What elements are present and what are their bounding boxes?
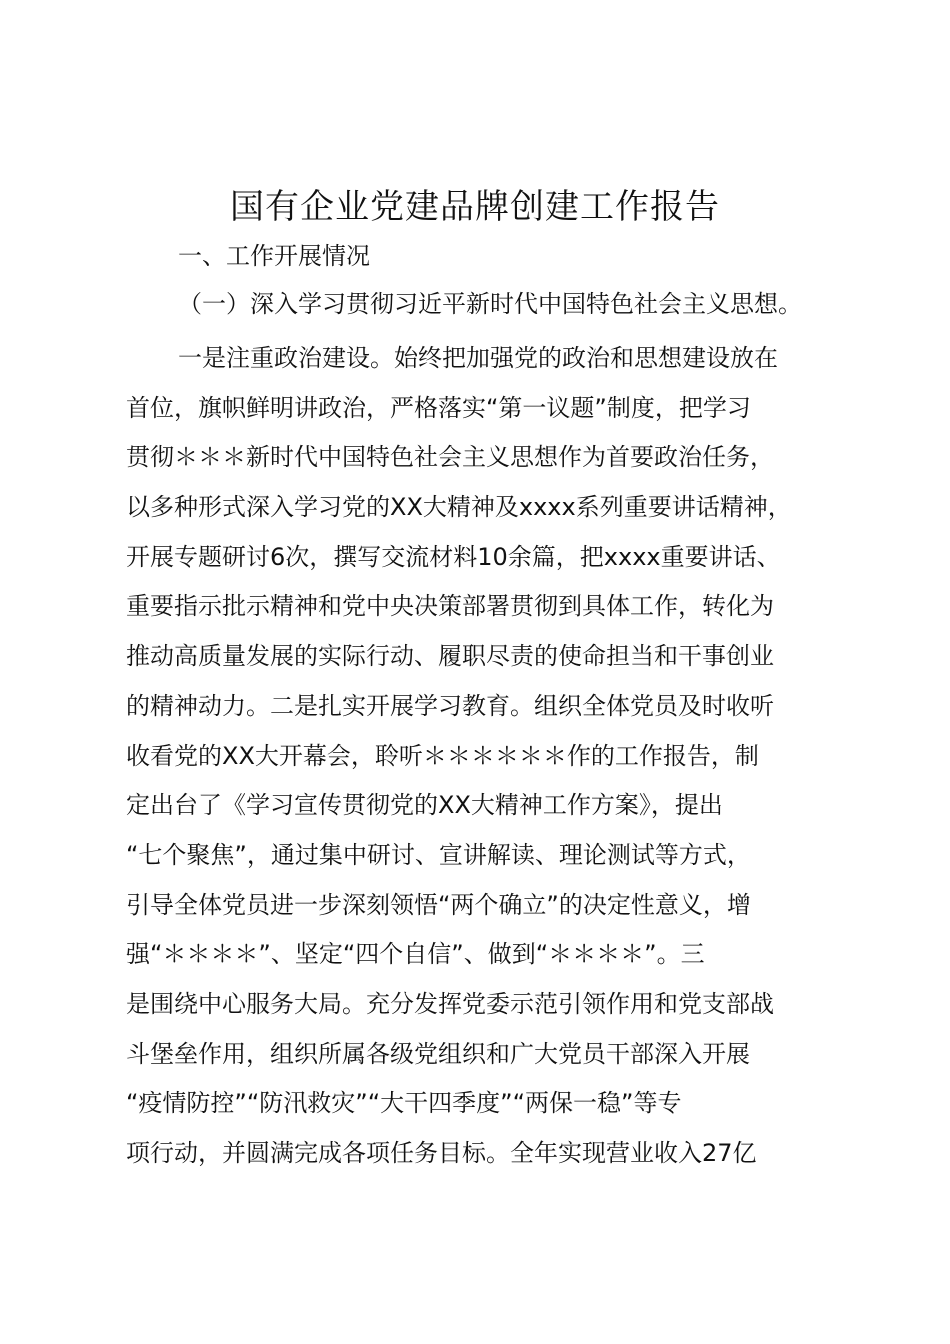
body-line: “七个聚焦”，通过集中研讨、宣讲解读、理论测试等方式， — [126, 840, 751, 869]
body-line: 以多种形式深入学习党的XX大精神及xxxx系列重要讲话精神， — [126, 493, 792, 522]
body-line: 收看党的XX大开幕会，聆听＊＊＊＊＊＊作的工作报告，制 — [126, 741, 759, 770]
body-line: 强“＊＊＊＊”、坚定“四个自信”、做到“＊＊＊＊”。三 — [126, 940, 705, 969]
document-title: 国有企业党建品牌创建工作报告 — [230, 187, 720, 227]
body-line: “疫情防控”“防汛救灾”“大干四季度”“两保一稳”等专 — [126, 1089, 682, 1118]
body-line: 推动高质量发展的实际行动、履职尽责的使命担当和干事创业 — [126, 642, 774, 671]
body-line: 项行动，并圆满完成各项任务目标。全年实现营业收入27亿 — [126, 1139, 757, 1167]
body-line: 贯彻＊＊＊新时代中国特色社会主义思想作为首要政治任务， — [126, 443, 774, 472]
body-line: 首位，旗帜鲜明讲政治，严格落实“第一议题”制度，把学习 — [126, 393, 751, 422]
section-heading: 一、工作开展情况 — [178, 242, 370, 270]
body-line: 是围绕中心服务大局。充分发挥党委示范引领作用和党支部战 — [126, 989, 774, 1018]
body-line: 开展专题研讨6次，撰写交流材料10余篇，把xxxx重要讲话、 — [126, 542, 781, 571]
body-paragraph — [126, 334, 846, 1179]
body-line: 引导全体党员进一步深刻领悟“两个确立”的决定性意义，增 — [126, 890, 751, 919]
body-line: 斗堡垒作用，组织所属各级党组织和广大党员干部深入开展 — [126, 1039, 750, 1068]
subsection-heading: （一）深入学习贯彻习近平新时代中国特色社会主义思想。 — [178, 290, 802, 318]
body-line: 一是注重政治建设。始终把加强党的政治和思想建设放在 — [178, 344, 778, 372]
body-line: 的精神动力。二是扎实开展学习教育。组织全体党员及时收听 — [126, 691, 774, 720]
body-line: 重要指示批示精神和党中央决策部署贯彻到具体工作，转化为 — [126, 592, 774, 621]
body-line: 定出台了《学习宣传贯彻党的XX大精神工作方案》，提出 — [126, 791, 723, 820]
